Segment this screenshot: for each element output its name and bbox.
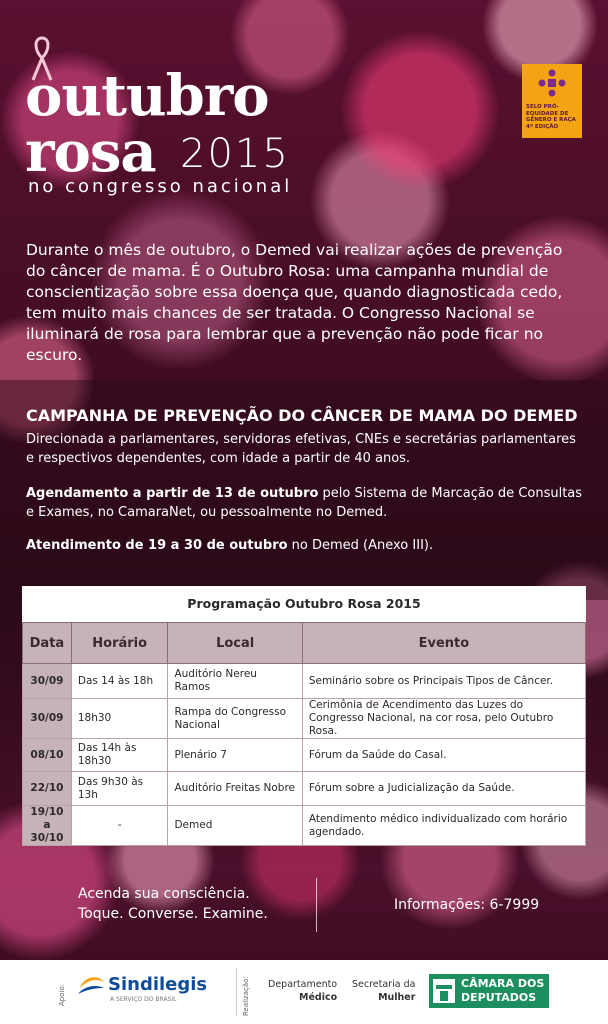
seal-people-icon	[537, 68, 567, 98]
row-place: Plenário 7	[168, 739, 302, 772]
sec-line-1: Secretaria da	[352, 979, 416, 990]
row-event: Cerimônia de Acendimento das Luzes do Congresso Nacional, na cor rosa, pelo Outubro Rosa.	[302, 699, 585, 739]
table-row	[23, 772, 586, 806]
row-event: Atendimento médico individualizado com horário agendado.	[302, 806, 585, 846]
header-place: Local	[168, 623, 302, 664]
row-date: 19/10 a 30/10	[23, 806, 72, 846]
dept-line-2	[268, 991, 337, 1004]
departamento-medico	[268, 978, 337, 1004]
table-row	[23, 664, 586, 699]
support-label: Apoio:	[58, 983, 66, 1006]
footer-divider	[316, 878, 317, 932]
seal-text: SELO PRÓ-EQUIDADE DE GÊNERO E RAÇA 4ª EDIÇÃO	[526, 104, 576, 130]
row-place: Auditório Nereu Ramos	[168, 664, 302, 699]
row-place: Auditório Freitas Nobre	[168, 772, 302, 806]
row-time: Das 9h30 às 13h	[71, 772, 168, 806]
table-row	[23, 739, 586, 772]
row-time: Das 14 às 18h	[71, 664, 168, 699]
sindilegis-tagline: A SERVIÇO DO BRASIL	[110, 996, 177, 1003]
scheduling-rest: pelo Sistema de Marcação de Consultas e Exames, no CamaraNet, ou pessoalmente no Demed.	[26, 486, 583, 520]
header-event: Evento	[302, 623, 585, 664]
title-year: 2015	[180, 131, 290, 177]
slogan-line-1: Acenda sua consciência.	[78, 886, 250, 902]
table-header-row	[23, 623, 586, 664]
header-date: Data	[23, 623, 72, 664]
camara-line-1: CÂMARA DOS	[461, 977, 545, 990]
camara-mark-icon	[433, 979, 455, 1003]
attendance-rest: no Demed (Anexo III).	[287, 538, 434, 553]
row-event: Fórum da Saúde do Casal.	[302, 739, 585, 772]
row-date: 30/09	[23, 664, 72, 699]
title-outubro: outubro	[25, 63, 269, 129]
row-date: 30/09	[23, 699, 72, 739]
camara-logo	[429, 974, 549, 1008]
dept-line-2-text: Médico	[299, 992, 338, 1003]
sindilegis-logo-icon	[76, 970, 106, 1000]
row-time: 18h30	[71, 699, 168, 739]
title-rosa: rosa	[25, 119, 156, 185]
row-place: Demed	[168, 806, 302, 846]
schedule-table	[22, 586, 586, 846]
camara-line-2: DEPUTADOS	[461, 991, 537, 1004]
campaign-scheduling	[26, 484, 586, 522]
pro-equity-seal	[522, 64, 582, 138]
footer-slogan	[78, 884, 268, 924]
intro-paragraph: Durante o mês de outubro, o Demed vai realizar ações de prevenção do câncer de mama. É o Outubro Rosa: uma campanha mundial de conscientização sobre essa doença que, quando diagnosticada cedo, tem muito mais chances de ser tratada. O Congresso Nacional se iluminará de rosa para lembrar que a prevenção não pode ficar no escuro.	[26, 241, 563, 364]
realization-label: Realização:	[242, 976, 250, 1016]
camara-text	[461, 977, 544, 1005]
row-place: Rampa do Congresso Nacional	[168, 699, 302, 739]
slogan-line-2: Toque. Converse. Examine.	[78, 906, 268, 922]
campaign-title: CAMPANHA DE PREVENÇÃO DO CÂNCER DE MAMA DO DEMED	[26, 406, 578, 425]
title-subtitle: no congresso nacional	[28, 176, 293, 197]
secretaria-mulher	[352, 978, 415, 1004]
table-row	[23, 699, 586, 739]
attendance-bold: Atendimento de 19 a 30 de outubro	[26, 538, 288, 553]
header-time: Horário	[71, 623, 168, 664]
row-time: -	[71, 806, 168, 846]
sindilegis-name: Sindilegis	[108, 974, 208, 995]
logo-separator	[236, 968, 237, 1016]
schedule-title: Programação Outubro Rosa 2015	[22, 586, 586, 622]
footer-info: Informações: 6-7999	[394, 897, 540, 913]
dept-line-1: Departamento	[268, 979, 338, 990]
logo-bar	[0, 960, 608, 1024]
scheduling-bold: Agendamento a partir de 13 de outubro	[26, 486, 319, 501]
row-date: 22/10	[23, 772, 72, 806]
sec-line-2-text: Mulher	[378, 992, 416, 1003]
table-row	[23, 806, 586, 846]
row-event: Seminário sobre os Principais Tipos de Câncer.	[302, 664, 585, 699]
sec-line-2	[352, 991, 415, 1004]
campaign-attendance	[26, 536, 586, 555]
row-event: Fórum sobre a Judicialização da Saúde.	[302, 772, 585, 806]
campaign-audience: Direcionada a parlamentares, servidoras efetivas, CNEs e secretárias parlamentares e respectivos dependentes, com idade a partir de 40 anos.	[26, 432, 576, 466]
row-date: 08/10	[23, 739, 72, 772]
row-time: Das 14h às 18h30	[71, 739, 168, 772]
